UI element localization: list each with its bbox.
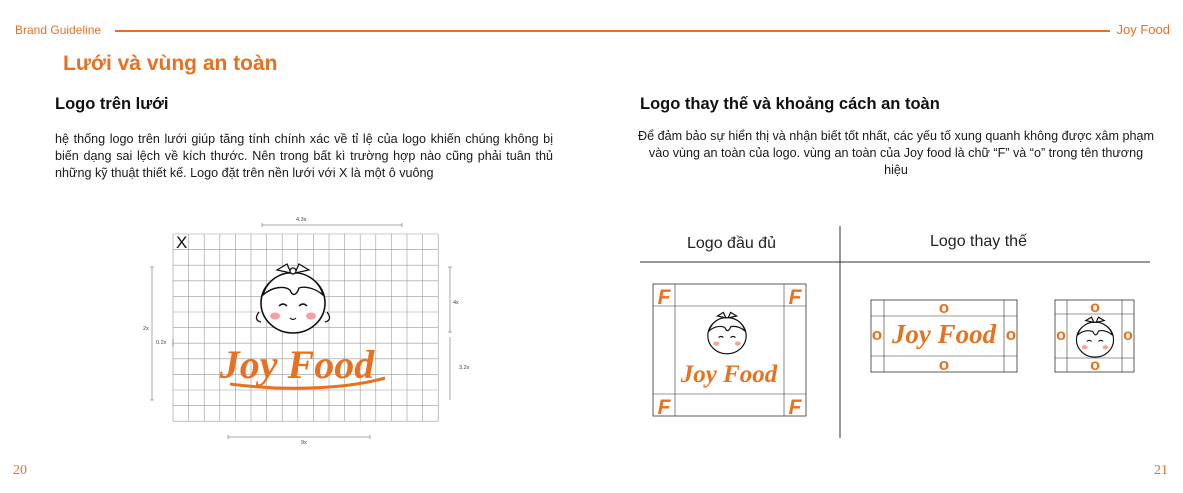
dim-right-bottom-label: 3.2x: [459, 365, 470, 371]
column-alt-logo-label: Logo thay thế: [930, 233, 1027, 250]
mascot-head-icon: [1076, 317, 1113, 357]
safe-letter-f: F: [657, 286, 671, 309]
dim-small-label: 0.2x: [156, 340, 167, 346]
alt-logo-wide-safe-zone: [871, 298, 1017, 374]
brand-guideline-label: Brand Guideline: [15, 23, 102, 37]
dim-top-label: 4.3x: [296, 217, 307, 223]
dim-bottom-label: 9x: [301, 440, 307, 446]
left-heading: Logo trên lưới: [55, 95, 169, 113]
safe-letter-f: F: [788, 396, 802, 419]
right-paragraph: Để đảm bảo sự hiển thị và nhận biết tốt nhất, các yếu tố xung quanh không được xâm phạm vào vùng an toàn của logo. vùng an toàn của Joy food là chữ “F” và “o” trong tên thương hiệu: [638, 129, 1154, 177]
column-full-logo-label: Logo đầu đủ: [687, 235, 776, 252]
dim-left-label: 2x: [143, 326, 149, 332]
alt-logo-mascot-safe-zone: [1055, 299, 1134, 374]
safe-letter-o: o: [1056, 327, 1066, 344]
mascot-head-icon: [256, 264, 329, 333]
alt-logo-wordmark: Joy Food: [891, 319, 997, 349]
safe-letter-o: o: [1123, 327, 1133, 344]
page-number-right: 21: [1154, 463, 1168, 478]
left-paragraph: hệ thống logo trên lưới giúp tăng tính chính xác về tỉ lệ của logo khiến chúng không bị biến dạng sai lệch về kích thước. Nên trong bất kì trường hợp nào cũng phải tuân thủ những kỹ thuật thiết kế. Logo đặt trên nền lưới với X là một ô vuông: [55, 132, 553, 180]
safe-letter-f: F: [657, 396, 671, 419]
page-title: Lưới và vùng an toàn: [63, 52, 278, 75]
full-logo-wordmark: Joy Food: [680, 361, 778, 388]
right-heading: Logo thay thế và khoảng cách an toàn: [640, 95, 940, 113]
safe-letter-o: o: [938, 298, 950, 317]
page-number-left: 20: [13, 463, 27, 478]
safe-letter-o: o: [1090, 357, 1100, 374]
full-logo-safe-zone: [653, 284, 806, 419]
safe-letter-o: o: [1005, 325, 1017, 344]
grid-unit-label: X: [176, 233, 188, 252]
safe-zone-figure: [635, 226, 1155, 441]
brand-name-label: Joy Food: [1116, 22, 1170, 37]
safe-letter-o: o: [938, 355, 950, 374]
mascot-head-icon: [708, 312, 746, 353]
safe-letter-f: F: [788, 286, 802, 309]
dim-right-top-label: 4x: [453, 300, 459, 306]
header-rule: [115, 30, 1110, 32]
grid-logo-wordmark: Joy Food: [219, 342, 375, 387]
safe-letter-o: o: [1090, 299, 1100, 316]
safe-letter-o: o: [871, 325, 883, 344]
logo-grid-figure: [140, 212, 460, 447]
